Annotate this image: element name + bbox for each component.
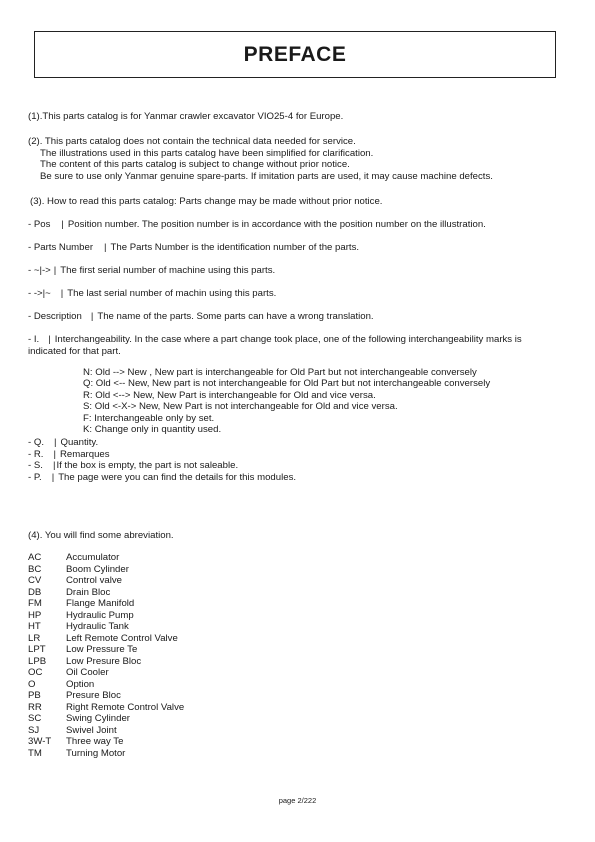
paragraph-1: (1).This parts catalog is for Yanmar crawler excavator VIO25-4 for Europe. (28, 111, 344, 122)
paragraph-4: (4). You will find some abreviation. (28, 530, 174, 541)
abbr-name: Oil Cooler (66, 667, 109, 678)
paragraph-3: (3). How to read this parts catalog: Parts change may be made without prior notice. (30, 196, 383, 207)
code-quantity: - Q. | Quantity. (28, 437, 99, 448)
code-term: - Q. (28, 437, 44, 448)
code-remarques: - R. | Remarques (28, 448, 110, 460)
code-term: - R. (28, 448, 44, 460)
abbr-code: SC (28, 713, 42, 724)
abbr-name: Hydraulic Pump (66, 609, 134, 621)
abbr-name: Low Pressure Te (66, 644, 138, 655)
abbr-name: Flange Manifold (66, 598, 135, 609)
abbr-code: BC (28, 563, 42, 575)
definition-last-serial: - ->|~ | The last serial number of machin using this parts. (28, 288, 277, 299)
definition-interchangeability-line-2: indicated for that part. (28, 345, 121, 357)
code-term: - P. (28, 471, 42, 483)
abbr-code: LPB (28, 655, 47, 667)
abbr-code: PB (28, 690, 41, 701)
abbr-code: RR (28, 701, 42, 713)
code-text: Quantity. (60, 437, 99, 448)
abbr-code: TM (28, 747, 42, 759)
abbr-name: Turning Motor (66, 747, 126, 759)
definition-text: The last serial number of machin using this parts. (67, 288, 277, 299)
abbr-code: LPT (28, 644, 46, 655)
abbr-name: Right Remote Control Valve (66, 701, 185, 713)
definition-text: The first serial number of machine using this parts. (60, 265, 276, 276)
definition-text: Position number. The position number is in accordance with the position number on the illustration. (67, 219, 486, 230)
paragraph-2-line-2: The illustrations used in this parts catalog have been simplified for clarification. (40, 147, 374, 159)
abbr-name: Hydraulic Tank (66, 621, 129, 632)
abbr-name: Option (66, 678, 95, 690)
mark-s: S: Old <-X-> New, New Part is not interchangeable for Old and vice versa. (83, 401, 398, 413)
interchangeability-marks (83, 367, 490, 435)
abbr-name: Accumulator (66, 552, 120, 563)
abbr-code: OC (28, 667, 43, 678)
definition-text: The Parts Number is the identification number of the parts. (110, 242, 360, 253)
mark-f: F: Interchangeable only by set. (83, 412, 215, 424)
abbr-code: AC (28, 552, 42, 563)
mark-q: Q: Old <-- New, New part is not interchangeable for Old Part but not interchangeable conversely (83, 378, 491, 390)
title-box (34, 31, 556, 78)
abbr-name: Drain Bloc (66, 586, 111, 598)
abbr-name: Low Presure Bloc (66, 655, 142, 667)
abbr-code: LR (28, 632, 41, 644)
mark-n: N: Old --> New , New part is interchangeable for Old Part but not interchangeable conversely (83, 367, 477, 378)
abbr-code: CV (28, 575, 42, 586)
paragraph-2-line-3: The content of this parts catalog is subject to change without prior notice. (40, 159, 350, 170)
definition-interchangeability: - I. | Interchangeability. In the case where a part change took place, one of the following interchangeability marks is (28, 334, 522, 345)
abbr-name: Control valve (66, 575, 122, 586)
definition-parts-number: - Parts Number | The Parts Number is the identification number of the parts. (28, 242, 360, 253)
code-term: - S. (28, 460, 43, 471)
code-text: Remarques (59, 448, 110, 460)
abbr-code: O (28, 678, 36, 690)
definition-term: - Description (28, 311, 82, 322)
abbr-code: HT (28, 621, 41, 632)
definition-description: - Description | The name of the parts. Some parts can have a wrong translation. (28, 311, 374, 322)
definition-term: - I. (28, 334, 40, 345)
abbr-name: Boom Cylinder (66, 563, 129, 575)
mark-r: R: Old <--> New, New Part is interchangeable for Old and vice versa. (83, 389, 376, 401)
abbr-code: SJ (28, 724, 40, 736)
abbr-code: 3W-T (28, 736, 52, 747)
definition-term: - ->|~ (28, 288, 51, 299)
code-page: - P. | The page were you can find the details for this modules. (28, 471, 297, 483)
abbr-name: Swing Cylinder (66, 713, 130, 724)
abbr-code: FM (28, 598, 42, 609)
page-number: page 2/222 (278, 796, 317, 805)
definition-term: - Parts Number (28, 242, 94, 253)
paragraph-2-line-4: Be sure to use only Yanmar genuine spare-parts. If imitation parts are used, it may cause machine defects. (40, 170, 493, 182)
definition-term: - ~|-> (28, 265, 51, 276)
abbr-name: Three way Te (66, 736, 124, 747)
abbr-code: HP (28, 609, 42, 621)
code-text: The page were you can find the details for this modules. (58, 471, 297, 483)
abbr-code: DB (28, 586, 42, 598)
definition-first-serial: - ~|-> | The first serial number of machine using this parts. (28, 265, 276, 276)
page-title: PREFACE (243, 42, 347, 66)
paragraph-2-line-1: (2). This parts catalog does not contain the technical data needed for service. (28, 136, 356, 147)
code-text: If the box is empty, the part is not saleable. (56, 460, 239, 471)
abbr-name: Presure Bloc (66, 690, 121, 701)
definition-term: - Pos (28, 219, 51, 230)
definition-text: Interchangeability. In the case where a part change took place, one of the following interchangeability marks is (54, 334, 522, 345)
mark-k: K: Change only in quantity used. (83, 424, 222, 436)
abbr-name: Swivel Joint (66, 724, 117, 736)
definition-pos: - Pos | Position number. The position number is in accordance with the position number on the illustration. (28, 219, 486, 230)
code-saleable: - S. |If the box is empty, the part is not saleable. (28, 460, 239, 471)
definition-text: The name of the parts. Some parts can have a wrong translation. (97, 311, 374, 322)
abbr-name: Left Remote Control Valve (66, 632, 178, 644)
